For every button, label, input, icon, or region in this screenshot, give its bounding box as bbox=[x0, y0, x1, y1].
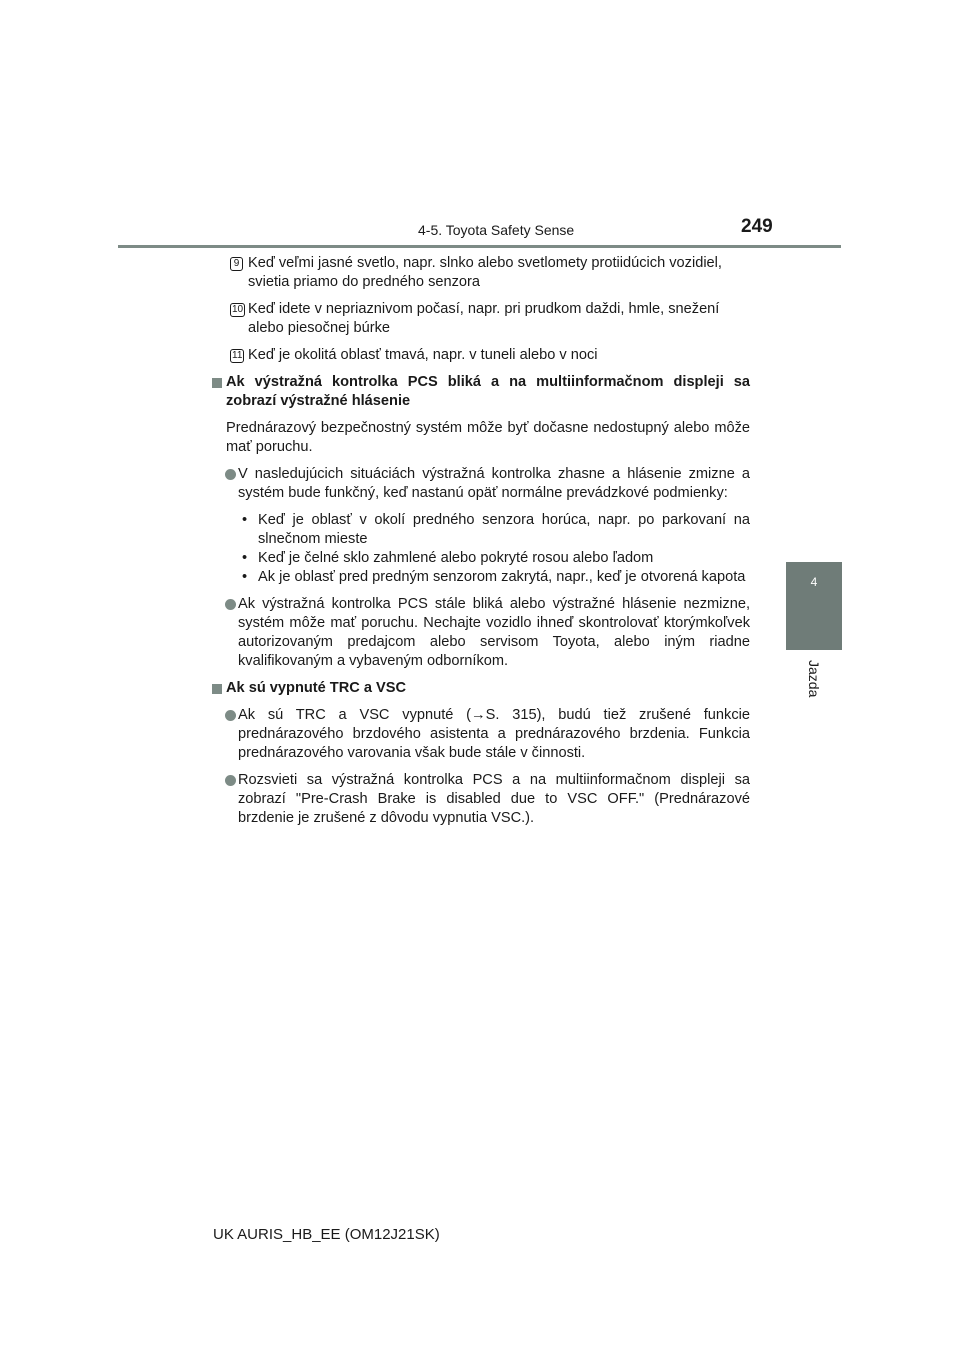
bullet-text: Rozsvieti sa výstražná kontrolka PCS a na multiinformačnom displeji sa zobrazí "Pre-Crash Brake is disabled due to VSC OFF." (Prednárazové brzdenie je zrušené z dôvodu vypnutia VSC.). bbox=[238, 772, 750, 826]
page-number: 249 bbox=[741, 216, 773, 237]
bullet-item bbox=[212, 771, 750, 828]
dash-item bbox=[212, 549, 750, 568]
bullet-item bbox=[212, 595, 750, 671]
dash-marker-icon: • bbox=[242, 569, 248, 585]
dash-marker-icon: • bbox=[242, 512, 248, 528]
bullet-dot-icon bbox=[225, 469, 236, 480]
bullet-text: Ak výstražná kontrolka PCS stále bliká alebo výstražné hlásenie nezmizne, systém môže mať poruchu. Nechajte vozidlo ihneď skontrolovať ktorýmkoľvek autorizovaným predajcom alebo servisom Toyota, alebo iným riadne kvalifikovaným a vybaveným odborníkom. bbox=[238, 596, 750, 669]
section-heading bbox=[212, 373, 750, 411]
dash-list bbox=[212, 511, 750, 587]
section-heading-text: Ak výstražná kontrolka PCS bliká a na multiinformačnom displeji sa zobrazí výstražné hlásenie bbox=[226, 374, 750, 409]
chapter-tab-label bbox=[786, 660, 842, 720]
number-badge: 10 bbox=[232, 304, 244, 315]
square-marker-icon bbox=[212, 378, 222, 388]
numbered-item-text: Keď idete v nepriaznivom počasí, napr. pri prudkom daždi, hmle, snežení alebo piesočnej búrke bbox=[248, 301, 720, 336]
dash-item-text: Ak je oblasť pred predným senzorom zakrytá, napr., keď je otvorená kapota bbox=[258, 569, 746, 585]
bullet-item bbox=[212, 465, 750, 503]
number-badge: 9 bbox=[230, 257, 243, 271]
model-code-footer: UK AURIS_HB_EE (OM12J21SK) bbox=[213, 1226, 440, 1243]
dash-item-text: Keď je čelné sklo zahmlené alebo pokryté rosou alebo ľadom bbox=[258, 550, 654, 566]
bullet-item bbox=[212, 706, 750, 763]
dash-item bbox=[212, 568, 750, 587]
section-intro: Prednárazový bezpečnostný systém môže byť dočasne nedostupný alebo môže mať poruchu. bbox=[226, 420, 750, 455]
bullet-dot-icon bbox=[225, 775, 236, 786]
chapter-tab-number: 4 bbox=[810, 575, 818, 589]
header-divider bbox=[118, 245, 841, 248]
numbered-item-text: Keď je okolitá oblasť tmavá, napr. v tuneli alebo v noci bbox=[248, 347, 598, 363]
page-body bbox=[212, 254, 750, 836]
numbered-item bbox=[212, 254, 750, 292]
numbered-item bbox=[212, 300, 750, 338]
running-header-section: 4-5. Toyota Safety Sense bbox=[418, 222, 575, 238]
section-heading-text: Ak sú vypnuté TRC a VSC bbox=[226, 680, 407, 696]
numbered-item-text: Keď veľmi jasné svetlo, napr. slnko alebo svetlomety protiidúcich vozidiel, svietia priamo do predného senzora bbox=[248, 255, 722, 290]
numbered-item bbox=[212, 346, 750, 365]
bullet-dot-icon bbox=[225, 599, 236, 610]
section-heading bbox=[212, 679, 750, 698]
chapter-tab-label-text: Jazda bbox=[806, 660, 822, 698]
bullet-text: V nasledujúcich situáciách výstražná kontrolka zhasne a hlásenie zmizne a systém bude funkčný, keď nastanú opäť normálne prevádzkové podmienky: bbox=[238, 466, 750, 501]
dash-marker-icon: • bbox=[242, 550, 248, 566]
number-badge: 11 bbox=[232, 350, 243, 361]
square-marker-icon bbox=[212, 684, 222, 694]
bullet-text: Ak sú TRC a VSC vypnuté (→S. 315), budú tiež zrušené funkcie prednárazového brzdového asistenta a prednárazového brzdenia. Funkcia prednárazového varovania však bude stále v činnosti. bbox=[238, 707, 750, 761]
dash-item bbox=[212, 511, 750, 549]
bullet-dot-icon bbox=[225, 710, 236, 721]
dash-item-text: Keď je oblasť v okolí predného senzora horúca, napr. po parkovaní na slnečnom mieste bbox=[258, 512, 750, 547]
